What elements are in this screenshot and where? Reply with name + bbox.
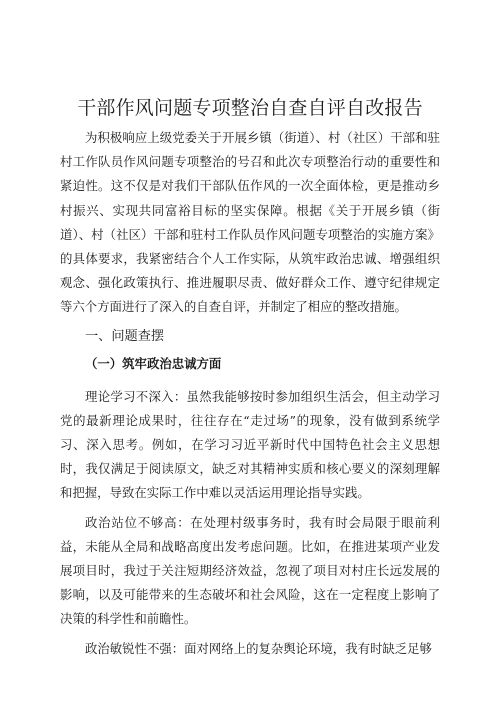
body-paragraph-political-sensitivity: 政治敏锐性不强：面对网络上的复杂舆论环境，我有时缺乏足够 (85, 640, 432, 656)
body-paragraph-theory-study: 理论学习不深入：虽然我能够按时参加组织生活会，但主动学习党的最新理论成果时，往往存在“走过场”的现象，没有做到系统学习、深入思考。例如，在学习习近平新时代中国特色社会主义思想时，我仅满足于阅读原文，缺乏对其精神实质和核心要义的深刻理解和把握，导致在实际工作中难以灵活运用理论指导实践。 (60, 388, 440, 501)
intro-paragraph: 为积极响应上级党委关于开展乡镇（街道）、村（社区）干部和驻村工作队员作风问题专项整治的号召和此次专项整治行动的重要性和紧迫性。这不仅是对我们干部队伍作风的一次全面体检，更是推动乡村振兴、实现共同富裕目标的坚实保障。根据《关于开展乡镇（街道）、村（社区）干部和驻村工作队员作风问题专项整治的实施方案》的具体要求，我紧密结合个人工作实际，从筑牢政治忠诚、增强组织观念、强化政策执行、推进履职尽责、做好群众工作、遵守纪律规定等六个方面进行了深入的自查自评，并制定了相应的整改措施。 (60, 130, 440, 315)
section-heading-problems: 一、问题查摆 (85, 328, 165, 344)
body-paragraph-political-stance: 政治站位不够高：在处理村级事务时，我有时会局限于眼前利益，未能从全局和战略高度出发考虑问题。比如，在推进某项产业发展项目时，我过于关注短期经济效益，忽视了项目对村庄长远发展的影响，以及可能带来的生态破坏和社会风险，这在一定程度上影响了决策的科学性和前瞻性。 (60, 514, 440, 627)
document-title: 干部作风问题专项整治自查自评自改报告 (77, 97, 423, 119)
subsection-heading-political-loyalty: （一）筑牢政治忠诚方面 (85, 355, 222, 371)
